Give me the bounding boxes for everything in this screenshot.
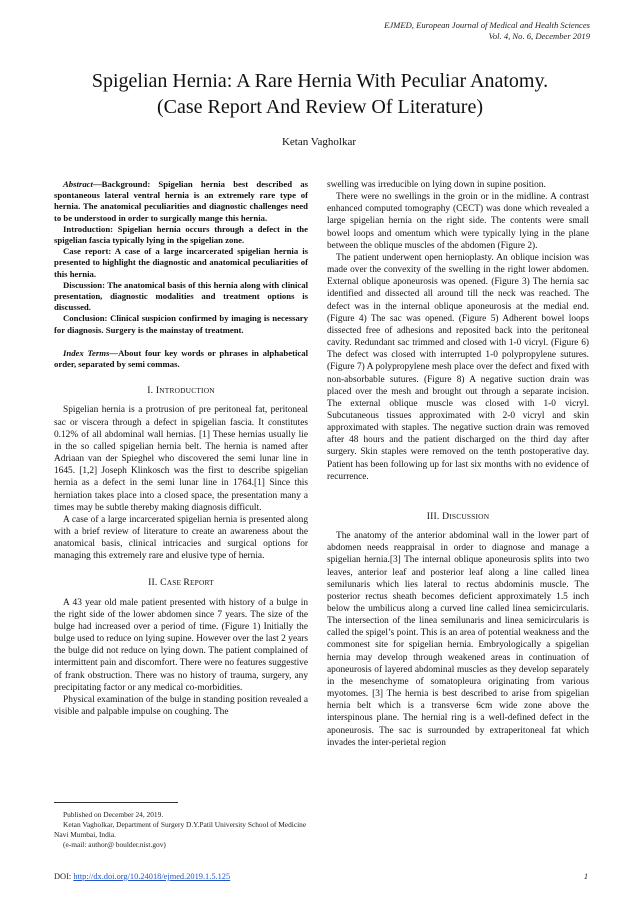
section-heading-case-report: II. CASE REPORT — [148, 577, 214, 589]
left-column — [54, 179, 308, 718]
doi-link[interactable]: http://dx.doi.org/10.24018/ejmed.2019.1.5.125 — [73, 872, 231, 881]
case-paragraph-2: Physical examination of the bulge in standing position revealed a visible and palpable impulse on coughing. The — [54, 694, 308, 717]
footnote-divider — [54, 802, 178, 803]
footnote-affiliation: Ketan Vagholkar, Department of Surgery D.Y.Patil University School of Medicine Navi Mumbai, India. — [54, 819, 307, 839]
footnote-published: Published on December 24, 2019. — [63, 810, 164, 819]
index-terms-label: Index Terms — [63, 347, 110, 358]
abstract-introduction: Introduction: Spigelian hernia occurs through a defect in the spigelian fascia typically lying in the spigelian zone. — [54, 223, 308, 246]
footnotes — [54, 810, 310, 850]
case-paragraph-4: The patient underwent open hernioplasty. An oblique incision was made over the convexity of the swelling in the right lower abdomen. External oblique aponeurosis was opened. (Figure 3) The hernia sac identified and dissected all around till the neck was reached. The defect was in the internal oblique aponeurosis at the medial end. (Figure 4) The sac was opened. (Figure 5) Adherent bowel loops dissected free of adhesions and reposited back into the peritoneal cavity. Redundant sac trimmed and closed with 1-0 vicryl. (Figure 6) The defect was closed with interrupted 1-0 polypropylene sutures. (Figure 7) A polypropylene mesh place over the defect and fixed with non-absorbable sutures. (Figure 8) A negative suction drain was placed over the mesh and brought out through a separate incision. The external oblique muscle was closed with 1-0 vicryl. Subcutaneous tissues approximated with 2-0 vicryl and skin approximated with staples. The negative suction drain was removed after 48 hours and the patient discharged on the third day after surgery. Skin staples were removed on the tenth postoperative day. Patient has been following up for last six months with no evidence of recurrence. — [327, 252, 589, 482]
journal-issue: Vol. 4, No. 6, December 2019 — [488, 31, 590, 41]
abstract-discussion: Discussion: The anatomical basis of this hernia along with clinical presentation, diagnostic modalities and treatment options is discussed. — [54, 279, 308, 313]
journal-name: EJMED, European Journal of Medical and Health Sciences — [384, 20, 590, 30]
abstract — [54, 179, 308, 336]
journal-header — [260, 20, 590, 42]
abstract-background: Abstract—Background: Spigelian hernia best described as spontaneous lateral ventral hernia is an extremely rare type of hernia. The anatomical peculiarities and diagnostic challenges need to be understood in order to surgically mange this hernia. — [54, 179, 308, 223]
abstract-case-report: Case report: A case of a large incarcerated spigelian hernia is presented to highlight the diagnostic and anatomical peculiarities of this hernia. — [54, 246, 308, 279]
discussion-paragraph-1: The anatomy of the anterior abdominal wall in the lower part of abdomen needs reappraisal in order to diagnose and manage a spigelian hernia.[3] The internal oblique aponeurosis splits into two leaves, anterior leaf and posterior leaf along a line called linea semilunaris which lies lateral to rectus abdominis muscle. The posterior rectus sheath becomes deficient approximately 1.5 inch below the umbilicus along a curved line called linea semicircularis. The intersection of the linea semilunaris and linea semicircularis is called the spigel’s point. This is an area of potential weakness and the commonest site for spigelian hernia. Embryologically a spigelian hernia may develop through weakened areas in continuation of aponeurosis of layered abdominal muscles as they develop separately in the mesenchyme of somatopleura originating from various myotomes. [3] The hernia is best described to arise from spigelian hernia belt which is a transverse 6cm wide zone above the interspinous plane. The hernial ring is a well-defined defect in the aponeurosis. The sac is surrounded by extraperitoneal fat which invades the inter-perietal region — [327, 531, 589, 748]
case-paragraph-2-continued: swelling was irreducible on lying down in supine position. — [327, 180, 546, 190]
intro-paragraph-1: Spigelian hernia is a protrusion of pre peritoneal fat, peritoneal sac or viscera through a defect in spigelian fascia. It constitutes 0.12% of all abdominal wall hernias. [1] These hernias usually lie in the so called spigelian hernia belt. The hernia is named after Adriaan van der Spieghel who discovered the semi lunar line in 1645. [1,2] Joseph Klinkosch was the first to describe spigelian hernia as a defect in the semi lunar line in 1764.[1] Since this herniation takes place into a closed space, the presentation many a times may be subtle thereby making diagnosis difficult. — [54, 405, 308, 513]
abstract-label: Abstract — [63, 179, 93, 189]
footnote-email: (e-mail: author@ boulder.nist.gov) — [63, 839, 166, 849]
title-line-2: (Case Report And Review Of Literature) — [156, 96, 483, 118]
case-paragraph-3: There were no swellings in the groin or in the midline. A contrast enhanced computed tomography (CECT) was done which revealed a large spigelian hernia on the right side. The contents were small bowel loops and omentum which were typically lying in the plane between the oblique muscles of the abdomen (Figure 2). — [327, 192, 589, 251]
intro-paragraph-2: A case of a large incarcerated spigelian hernia is presented along with a brief review of literature to create an awareness about the anatomical basis, clinical intricacies and surgical options for managing this extremely rare and elusive type of hernia. — [54, 514, 308, 562]
abstract-conclusion: Conclusion: Clinical suspicion confirmed by imaging is necessary for diagnosis. Surgery is the mainstay of treatment. — [54, 313, 308, 335]
case-paragraph-1: A 43 year old male patient presented with history of a bulge in the right side of the lower abdomen since 7 years. The size of the bulge had increased over a period of time. (Figure 1) Initially the bulge used to reduce on lying supine. However over the last 2 years the bulge did not reduce on lying down. The patient complained of intermittent pain and discomfort. There were no features suggestive of frank obstruction. There was no history of trauma, surgery, any precipitating factor or any medical co-morbidities. — [54, 597, 308, 693]
doi-footer — [54, 872, 230, 881]
section-heading-introduction: I. INTRODUCTION — [147, 385, 215, 397]
doi-label: DOI: — [54, 872, 74, 881]
section-heading-discussion: III. DISCUSSION — [426, 510, 490, 522]
title-line-1: Spigelian Hernia: A Rare Hernia With Peculiar Anatomy. — [91, 70, 549, 92]
right-column — [327, 179, 589, 749]
page-number: 1 — [583, 872, 588, 881]
index-terms: Index Terms—About four key words or phrases in alphabetical order, separated by semi commas. — [54, 347, 308, 370]
paper-title — [40, 68, 600, 120]
author-name: Ketan Vagholkar — [281, 136, 357, 148]
